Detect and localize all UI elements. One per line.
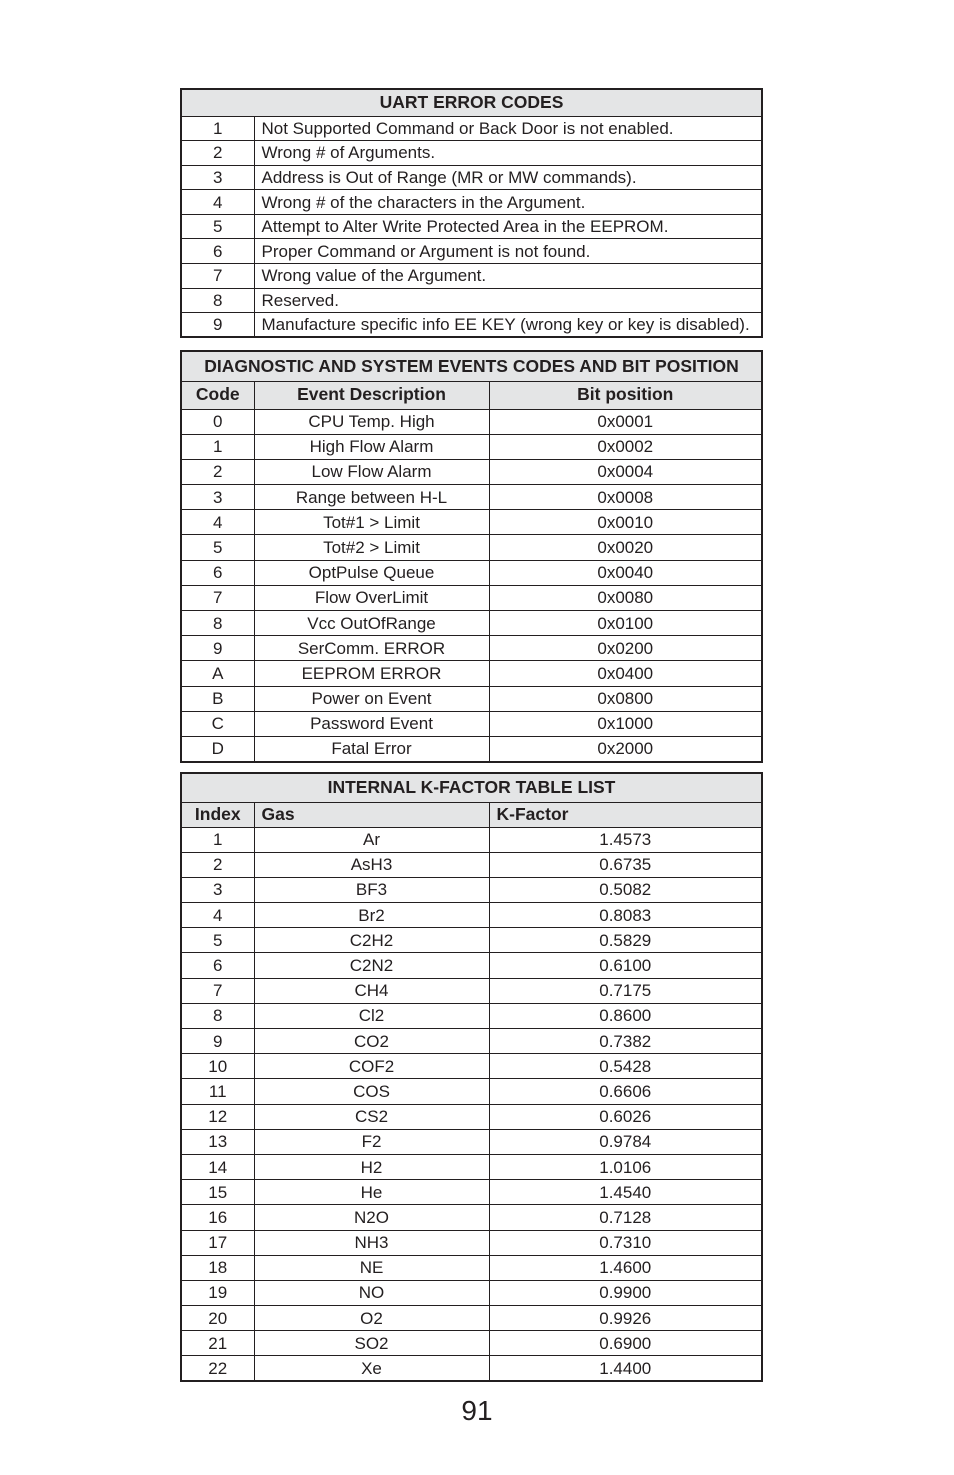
kfactor-value-cell: 1.4573 [489, 827, 762, 852]
table-row [181, 1356, 762, 1381]
gas-cell: COS [254, 1079, 489, 1104]
bit-position-cell: 0x0200 [489, 636, 762, 661]
event-description-cell: Vcc OutOfRange [254, 611, 489, 636]
error-description-cell: Wrong value of the Argument. [254, 264, 762, 289]
diag-header-bit: Bit position [489, 381, 762, 409]
table-row [181, 1280, 762, 1305]
event-code-cell: 4 [181, 510, 254, 535]
table-row [181, 1230, 762, 1255]
diag-header-description: Event Description [254, 381, 489, 409]
gas-cell: Br2 [254, 903, 489, 928]
table-row [181, 827, 762, 852]
kfactor-header-index: Index [181, 802, 254, 827]
gas-cell: CS2 [254, 1104, 489, 1129]
kfactor-value-cell: 0.7175 [489, 978, 762, 1003]
table-row [181, 686, 762, 711]
kfactor-value-cell: 0.7128 [489, 1205, 762, 1230]
gas-cell: Xe [254, 1356, 489, 1381]
bit-position-cell: 0x0100 [489, 611, 762, 636]
table-row [181, 288, 762, 313]
kfactor-value-cell: 0.5082 [489, 877, 762, 902]
gas-cell: NE [254, 1255, 489, 1280]
event-description-cell: Tot#2 > Limit [254, 535, 489, 560]
gas-cell: BF3 [254, 877, 489, 902]
gas-cell: AsH3 [254, 852, 489, 877]
table-row [181, 141, 762, 166]
table-row [181, 1180, 762, 1205]
bit-position-cell: 0x0001 [489, 409, 762, 434]
table-row [181, 239, 762, 264]
event-description-cell: Power on Event [254, 686, 489, 711]
table-row [181, 928, 762, 953]
error-code-cell: 4 [181, 190, 254, 215]
kfactor-value-cell: 0.6735 [489, 852, 762, 877]
gas-cell: C2N2 [254, 953, 489, 978]
event-description-cell: CPU Temp. High [254, 409, 489, 434]
error-description-cell: Address is Out of Range (MR or MW commands). [254, 165, 762, 190]
event-code-cell: C [181, 711, 254, 736]
bit-position-cell: 0x0040 [489, 560, 762, 585]
error-code-cell: 3 [181, 165, 254, 190]
diag-table-title: DIAGNOSTIC AND SYSTEM EVENTS CODES AND BIT POSITION [181, 351, 762, 381]
index-cell: 4 [181, 903, 254, 928]
kfactor-value-cell: 0.9926 [489, 1306, 762, 1331]
index-cell: 1 [181, 827, 254, 852]
table-row [181, 1154, 762, 1179]
index-cell: 11 [181, 1079, 254, 1104]
bit-position-cell: 0x0800 [489, 686, 762, 711]
index-cell: 5 [181, 928, 254, 953]
event-description-cell: Low Flow Alarm [254, 459, 489, 484]
table-row [181, 978, 762, 1003]
kfactor-value-cell: 0.8083 [489, 903, 762, 928]
table-row [181, 736, 762, 761]
gas-cell: COF2 [254, 1054, 489, 1079]
event-description-cell: High Flow Alarm [254, 434, 489, 459]
kfactor-value-cell: 0.5829 [489, 928, 762, 953]
error-description-cell: Manufacture specific info EE KEY (wrong key or key is disabled). [254, 313, 762, 338]
table-row [181, 585, 762, 610]
index-cell: 13 [181, 1129, 254, 1154]
event-code-cell: 8 [181, 611, 254, 636]
index-cell: 16 [181, 1205, 254, 1230]
error-code-cell: 1 [181, 116, 254, 141]
table-row [181, 611, 762, 636]
index-cell: 14 [181, 1154, 254, 1179]
kfactor-value-cell: 0.7382 [489, 1029, 762, 1054]
table-row [181, 1054, 762, 1079]
error-code-cell: 6 [181, 239, 254, 264]
kfactor-value-cell: 1.0106 [489, 1154, 762, 1179]
index-cell: 21 [181, 1331, 254, 1356]
table-row [181, 116, 762, 141]
kfactor-table-title: INTERNAL K-FACTOR TABLE LIST [181, 773, 762, 802]
event-code-cell: D [181, 736, 254, 761]
event-code-cell: 2 [181, 459, 254, 484]
table-row [181, 1104, 762, 1129]
error-description-cell: Wrong # of Arguments. [254, 141, 762, 166]
table-row [181, 313, 762, 338]
kfactor-value-cell: 0.5428 [489, 1054, 762, 1079]
table-row [181, 264, 762, 289]
error-description-cell: Not Supported Command or Back Door is not enabled. [254, 116, 762, 141]
kfactor-value-cell: 0.9784 [489, 1129, 762, 1154]
table-row [181, 560, 762, 585]
event-code-cell: 9 [181, 636, 254, 661]
event-code-cell: 5 [181, 535, 254, 560]
kfactor-value-cell: 0.7310 [489, 1230, 762, 1255]
diag-header-code: Code [181, 381, 254, 409]
error-description-cell: Attempt to Alter Write Protected Area in the EEPROM. [254, 214, 762, 239]
kfactor-header-gas: Gas [254, 802, 489, 827]
error-description-cell: Proper Command or Argument is not found. [254, 239, 762, 264]
gas-cell: O2 [254, 1306, 489, 1331]
table-row [181, 1331, 762, 1356]
event-description-cell: Range between H-L [254, 485, 489, 510]
k-factor-table [180, 772, 763, 1382]
bit-position-cell: 0x0400 [489, 661, 762, 686]
event-description-cell: EEPROM ERROR [254, 661, 489, 686]
table-row [181, 1306, 762, 1331]
event-description-cell: OptPulse Queue [254, 560, 489, 585]
table-row [181, 409, 762, 434]
table-row [181, 459, 762, 484]
table-row [181, 1205, 762, 1230]
table-row [181, 852, 762, 877]
gas-cell: Cl2 [254, 1003, 489, 1028]
table-row [181, 953, 762, 978]
gas-cell: C2H2 [254, 928, 489, 953]
bit-position-cell: 0x1000 [489, 711, 762, 736]
table-row [181, 214, 762, 239]
error-code-cell: 7 [181, 264, 254, 289]
table-row [181, 485, 762, 510]
event-description-cell: SerComm. ERROR [254, 636, 489, 661]
table-row [181, 877, 762, 902]
table-row [181, 510, 762, 535]
bit-position-cell: 0x0020 [489, 535, 762, 560]
index-cell: 9 [181, 1029, 254, 1054]
gas-cell: SO2 [254, 1331, 489, 1356]
index-cell: 3 [181, 877, 254, 902]
kfactor-value-cell: 0.6026 [489, 1104, 762, 1129]
gas-cell: He [254, 1180, 489, 1205]
bit-position-cell: 0x2000 [489, 736, 762, 761]
index-cell: 20 [181, 1306, 254, 1331]
event-description-cell: Password Event [254, 711, 489, 736]
event-description-cell: Tot#1 > Limit [254, 510, 489, 535]
index-cell: 10 [181, 1054, 254, 1079]
kfactor-header-kfactor: K-Factor [489, 802, 762, 827]
gas-cell: F2 [254, 1129, 489, 1154]
error-description-cell: Wrong # of the characters in the Argument. [254, 190, 762, 215]
gas-cell: N2O [254, 1205, 489, 1230]
table-row [181, 190, 762, 215]
gas-cell: Ar [254, 827, 489, 852]
event-code-cell: 1 [181, 434, 254, 459]
error-description-cell: Reserved. [254, 288, 762, 313]
event-code-cell: 0 [181, 409, 254, 434]
error-code-cell: 9 [181, 313, 254, 338]
index-cell: 18 [181, 1255, 254, 1280]
uart-table-title: UART ERROR CODES [181, 89, 762, 116]
index-cell: 19 [181, 1280, 254, 1305]
table-row [181, 535, 762, 560]
diagnostic-events-table [180, 350, 763, 763]
gas-cell: CH4 [254, 978, 489, 1003]
index-cell: 7 [181, 978, 254, 1003]
index-cell: 8 [181, 1003, 254, 1028]
event-code-cell: B [181, 686, 254, 711]
event-code-cell: 7 [181, 585, 254, 610]
table-row [181, 1079, 762, 1104]
kfactor-value-cell: 0.6900 [489, 1331, 762, 1356]
gas-cell: NO [254, 1280, 489, 1305]
event-code-cell: 6 [181, 560, 254, 585]
index-cell: 6 [181, 953, 254, 978]
table-row [181, 636, 762, 661]
error-code-cell: 5 [181, 214, 254, 239]
bit-position-cell: 0x0002 [489, 434, 762, 459]
table-row [181, 661, 762, 686]
bit-position-cell: 0x0080 [489, 585, 762, 610]
kfactor-value-cell: 0.8600 [489, 1003, 762, 1028]
table-row [181, 1029, 762, 1054]
kfactor-value-cell: 0.6100 [489, 953, 762, 978]
table-row [181, 434, 762, 459]
error-code-cell: 8 [181, 288, 254, 313]
gas-cell: H2 [254, 1154, 489, 1179]
bit-position-cell: 0x0008 [489, 485, 762, 510]
kfactor-value-cell: 1.4540 [489, 1180, 762, 1205]
table-row [181, 903, 762, 928]
event-code-cell: 3 [181, 485, 254, 510]
uart-error-codes-table [180, 88, 763, 338]
bit-position-cell: 0x0004 [489, 459, 762, 484]
gas-cell: NH3 [254, 1230, 489, 1255]
page-number: 91 [461, 1395, 493, 1426]
kfactor-value-cell: 1.4600 [489, 1255, 762, 1280]
index-cell: 22 [181, 1356, 254, 1381]
index-cell: 15 [181, 1180, 254, 1205]
table-row [181, 711, 762, 736]
error-code-cell: 2 [181, 141, 254, 166]
event-description-cell: Fatal Error [254, 736, 489, 761]
event-code-cell: A [181, 661, 254, 686]
kfactor-value-cell: 1.4400 [489, 1356, 762, 1381]
index-cell: 12 [181, 1104, 254, 1129]
event-description-cell: Flow OverLimit [254, 585, 489, 610]
table-row [181, 165, 762, 190]
index-cell: 2 [181, 852, 254, 877]
bit-position-cell: 0x0010 [489, 510, 762, 535]
table-row [181, 1003, 762, 1028]
table-row [181, 1129, 762, 1154]
kfactor-value-cell: 0.6606 [489, 1079, 762, 1104]
gas-cell: CO2 [254, 1029, 489, 1054]
table-row [181, 1255, 762, 1280]
index-cell: 17 [181, 1230, 254, 1255]
kfactor-value-cell: 0.9900 [489, 1280, 762, 1305]
